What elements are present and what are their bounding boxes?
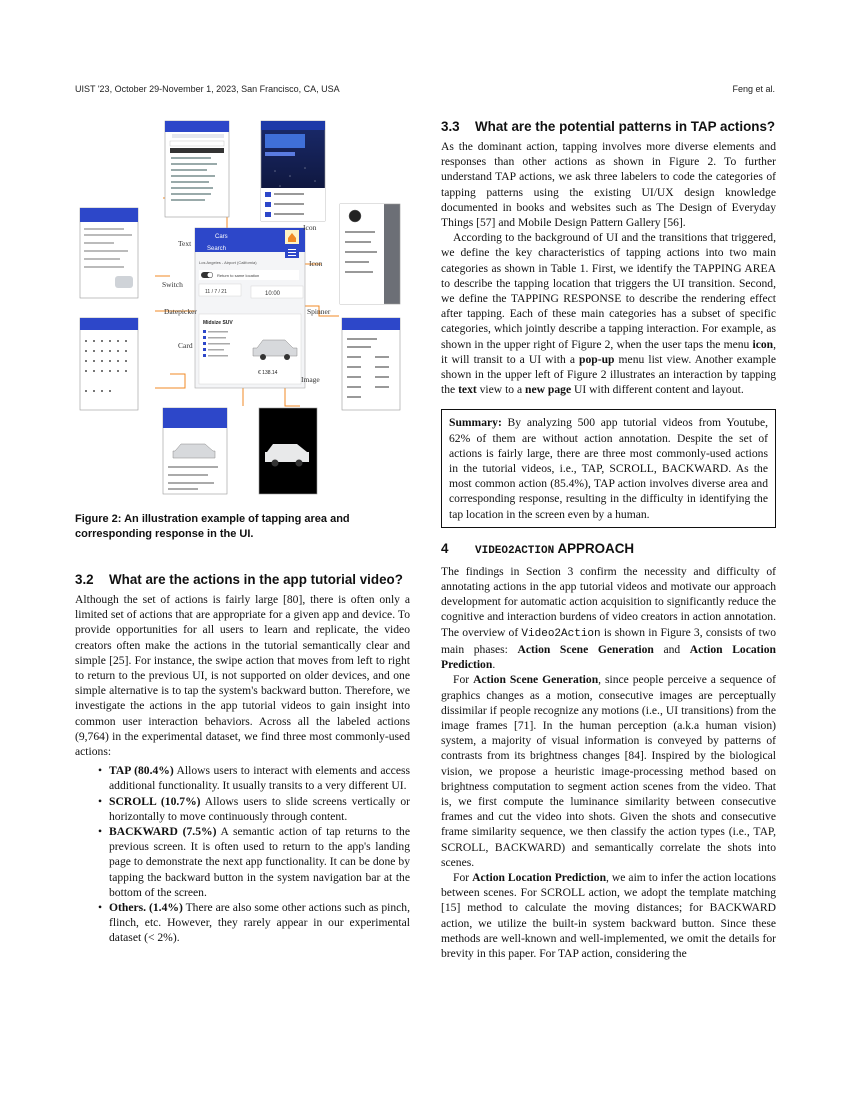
list-item-term: SCROLL (10.7%) [109, 794, 201, 808]
section-4-paragraph-2: For Action Scene Generation, since people perceive a sequence of graphics changes as a motion, consecutive images are perceptually dissimilar if people recognize any motions (i.e., UI transitions) from the image frames [71]. In the human perception (a.k.a human vision) system, a majority of visual information is conveyed by patterns of contrasts from its brightness changes [84]. Inspired by the biological vision, we propose a heuristic image-processing method based on brightness computation to segment action scenes from the video. That is, we first compute the luminance similarity between consecutive frames and cut the video into shots. Given the shots and consecutive frame similarity sequence, we then classify the action types (i.e., TAP, SCROLL, BACKWARD) and semantically correlate the shots into scenes. [441, 673, 776, 869]
section-3-3-paragraph-2: According to the background of UI and the transitions that triggered, we define the key characteristics of tapping actions into two main categories as shown in Table 1. First, we identify the TAPPING AREA to describe the tapping location that triggers the UI transition. Second, we define the TAPPING RESPONSE to describe the rendering effect after tapping. Each of these main categories has a subset of specific categories, which jointly describe a tapping interaction. For example, as shown in the upper right of Figure 2, when the user taps the menu icon, it will transit to a UI with a pop-up menu list view. Another example shown in the upper left of Figure 2 illustrates an interaction by tapping the text view to a new page UI with different content and layout. [441, 231, 776, 397]
section-title: What are the potential patterns in TAP actions? [475, 119, 776, 134]
list-item-text: Allows users to slide screens vertically or horizontally to move continuously through content. [109, 794, 410, 823]
list-item [109, 794, 410, 824]
list-item-term: TAP (80.4%) [109, 764, 174, 778]
label-datepicker: Datepicker [164, 307, 197, 316]
center-ui-mockup [195, 228, 305, 388]
center-location-hint: Los Angeles - Airport (California) [199, 260, 257, 265]
screen-card-response [163, 408, 227, 494]
center-time: 10:00 [265, 291, 281, 297]
label-switch: Switch [162, 280, 183, 289]
label-text: Text [178, 239, 192, 248]
running-header-venue: UIST '23, October 29-November 1, 2023, San Francisco, CA, USA [75, 84, 340, 94]
center-tab-title: Search [207, 246, 227, 252]
figure-2 [75, 116, 410, 496]
screen-datepicker-response [80, 318, 138, 410]
section-number: 4 [441, 540, 449, 556]
section-4-paragraph-3: For Action Location Prediction, we aim to infer the action locations between scenes. For SCROLL action, we adopt the template matching [15] method to calculate the moving distances; for BACKWARD action, we utilize the built-in system backward button. Since these methods are well-known and well-implemented, we omit the details for brevity in this paper. For TAP action, considering the [441, 870, 776, 960]
right-column [441, 118, 776, 961]
section-number: 3.3 [441, 119, 460, 134]
screen-drawer-response [340, 204, 400, 304]
list-item [109, 763, 410, 793]
figure-2-illustration [75, 116, 410, 496]
section-title-mono: VIDEO2ACTION [475, 544, 555, 557]
section-title: APPROACH [554, 540, 635, 556]
list-item-term: Others. (1.4%) [109, 901, 183, 915]
screen-icon-popup [261, 121, 325, 221]
section-number: 3.2 [75, 572, 94, 587]
section-title: What are the actions in the app tutorial video? [109, 572, 403, 587]
list-item-text: Allows users to interact with elements and access additional functionality. It usually transits to a very different UI. [109, 764, 410, 793]
section-3-2-heading [75, 571, 410, 588]
screen-switch-response [80, 208, 138, 298]
label-card: Card [178, 341, 193, 350]
screen-image-response [259, 408, 317, 494]
list-item [109, 900, 410, 946]
figure-caption: Figure 2: An illustration example of tapping area and corresponding response in the UI. [75, 513, 350, 540]
label-icon-top: Icon [303, 223, 317, 232]
label-spinner: Spinner [307, 307, 331, 316]
summary-box [441, 409, 776, 527]
center-price: € 138.14 [258, 370, 278, 376]
center-toggle-label: Return to same location [217, 273, 260, 278]
list-item-term: BACKWARD (7.5%) [109, 825, 217, 839]
list-item-text: There are also some other actions such as pinch, flinch, etc. However, they rarely appear in our experimental dataset (< 2%). [109, 901, 410, 945]
list-item-text: A semantic action of tap returns to the previous screen. It is often used to return to the app's landing page to demonstrate the next app functionality. It can be done by tapping the backward button in the system navigation bar at the bottom of the screen. [109, 825, 410, 899]
summary-text: By analyzing 500 app tutorial videos from Youtube, 62% of them are without action annotation. Despite the set of actions is fairly large, there are three most commonly-used actions in the tutorial videos, i.e., TAP, SCROLL, BACKWARD. As the most common action (85.4%), TAP action involves diverse area and corresponding response, resulting in the difficulty in identifying the tap location in the screen even by a human. [449, 416, 768, 521]
section-3-3-heading [441, 118, 776, 135]
list-item [109, 824, 410, 900]
summary-label: Summary: [449, 416, 502, 430]
label-icon-mid: Icon [309, 259, 323, 268]
actions-list [75, 763, 410, 945]
center-app-name: Cars [215, 234, 228, 240]
screen-text-response [165, 121, 229, 217]
left-column [75, 512, 410, 946]
running-header-authors: Feng et al. [732, 84, 775, 94]
section-4-heading [441, 540, 776, 560]
section-4-paragraph-1: The findings in Section 3 confirm the necessity and difficulty of annotating actions in the app tutorial videos and motivate our approach development for automatic action acquisition to significantly reduce the cognitive and interaction burdens of video creators in action annotation. The overview of Video2Action is shown in Figure 3, consists of two main phases: Action Scene Generation and Action Location Prediction. [441, 564, 776, 672]
label-image: Image [301, 375, 320, 384]
section-3-2-paragraph: Although the set of actions is fairly large [80], there is often only a limited set of actions that are appropriate for a given app and device. To provide opportunities for all users to learn and replicate, the video creators often make the actions in the tutorial semantically clear and simple [25]. For instance, the swipe action that moves from left to right to return to the previous UI, is not supported on older devices, and one simple alternative is to tap the system's backward button. Therefore, we investigate the actions in the app tutorial videos to gain insight into common user interaction behaviors. Across all the labeled actions (9,764) in the experimental dataset, we find three most commonly-used actions: [75, 593, 410, 759]
center-date: 11 / 7 / 21 [205, 289, 227, 295]
screen-spinner-response [342, 318, 400, 410]
center-car-name: Midsize SUV [203, 320, 233, 326]
section-3-3-paragraph-1: As the dominant action, tapping involves more diverse elements and responses than other actions as shown in Figure 2. To further understand TAP actions, we ask three labelers to code the categories of tapping patterns using the existing UI/UX design knowledge documented in books and websites such as The Design of Everyday Things [57] and Mobile Design Pattern Gallery [56]. [441, 140, 776, 230]
